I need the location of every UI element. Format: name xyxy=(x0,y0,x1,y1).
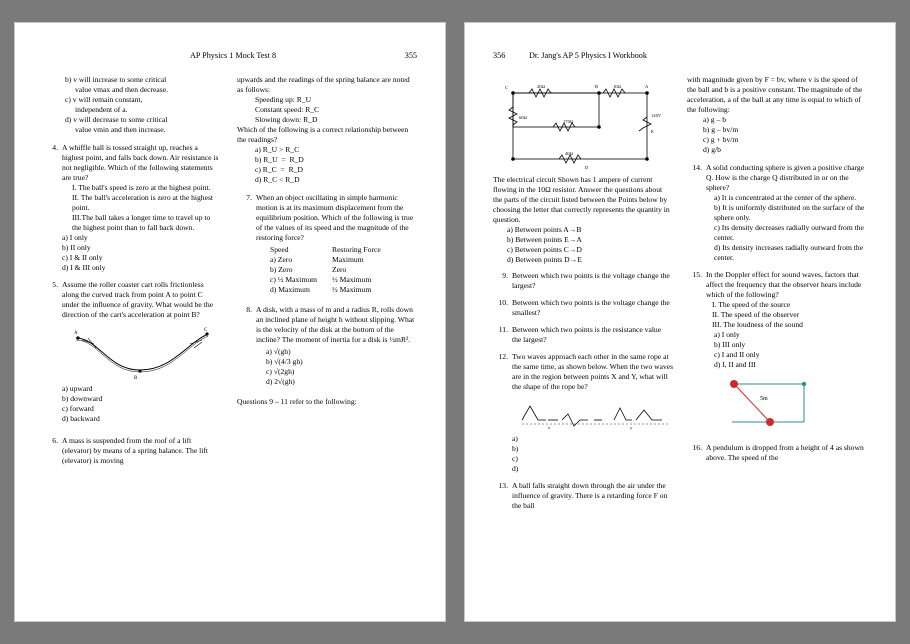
answer-option: c) R_C = R_D xyxy=(255,165,303,175)
left-column-2 xyxy=(237,75,415,473)
table-cell: b) Zero xyxy=(270,265,293,275)
reading-line: Constant speed: R_C xyxy=(255,105,320,115)
left-page-header xyxy=(43,51,423,65)
answer-option: d) R_C < R_D xyxy=(255,175,300,185)
question-stem: Two waves approach each other in the same rope at the same time, as shown below. When the two waves are in the region between points X and Y, what will the shape of the rope be? xyxy=(512,352,674,392)
answer-option: d) I & III only xyxy=(62,263,106,273)
question-4 xyxy=(43,143,221,273)
svg-text:60Ω: 60Ω xyxy=(519,115,528,120)
question-stem: A whiffle ball is tossed straight up, reaches a highest point, and falls back down. Air resistance is not negligible. Which of the following statements are true? xyxy=(62,143,219,183)
question-number: 11. xyxy=(498,325,508,335)
svg-text:40Ω: 40Ω xyxy=(565,151,574,156)
question-number: 4. xyxy=(52,143,58,153)
svg-text:y: y xyxy=(630,425,633,431)
question-stem: A mass is suspended from the roof of a lift (elevator) by means of a spring balance. The lift (elevator) is moving xyxy=(62,436,208,466)
answer-option: b) III only xyxy=(714,340,746,350)
right-column-2 xyxy=(687,75,865,518)
question-number: 14. xyxy=(692,163,702,173)
question-number: 7. xyxy=(246,193,252,203)
question-stem: Between which two points is the resistance value the largest? xyxy=(512,325,662,345)
carryover-option-line: value vmin and then increase. xyxy=(75,125,166,135)
left-columns xyxy=(43,75,423,473)
reading-line: Slowing down: R_D xyxy=(255,115,318,125)
answer-option-c: c) xyxy=(512,454,518,464)
question-statement: III. The loudness of the sound xyxy=(712,320,803,330)
svg-text:B: B xyxy=(595,84,599,89)
answer-option: c) I and II only xyxy=(714,350,760,360)
question-stem: In the Doppler effect for sound waves, factors that affect the frequency that the observer hears include which of the following? xyxy=(706,270,862,300)
svg-text:20Ω: 20Ω xyxy=(537,84,546,89)
figure-label-distance: 5m xyxy=(760,396,768,403)
svg-text:C: C xyxy=(204,328,208,334)
right-page-header xyxy=(493,51,873,65)
answer-option: a) g – b xyxy=(703,115,726,125)
answer-option: c) Its density decreases radially outward from the center. xyxy=(714,223,866,243)
question-number: 5. xyxy=(52,280,58,290)
question-statement: III.The ball takes a longer time to travel up to the highest point than to fall back down. xyxy=(72,213,211,233)
question-10 xyxy=(493,298,671,318)
question-statement: I. The speed of the source xyxy=(712,300,791,310)
pendulum-figure xyxy=(712,374,865,432)
answer-option: d) Between points D→E xyxy=(507,255,582,265)
table-cell: d) Maximum xyxy=(270,285,310,295)
table-cell: c) ½ Maximum xyxy=(270,275,318,285)
question-stem: Between which two points is the voltage change the smallest? xyxy=(512,298,670,318)
question-stem: A ball falls straight down through the air under the influence of gravity. There is a retarding force F on the ball xyxy=(512,481,668,511)
svg-text:E: E xyxy=(651,129,654,134)
table-cell: Zero xyxy=(332,265,347,275)
question-7 xyxy=(237,193,415,295)
question-8 xyxy=(237,305,415,387)
answer-option: b) It is uniformly distributed on the surface of the sphere only. xyxy=(714,203,867,223)
question-11 xyxy=(493,325,671,345)
answer-option: a) R_U > R_C xyxy=(255,145,300,155)
table-cell: ½ Maximum xyxy=(332,275,372,285)
roller-coaster-figure xyxy=(68,324,221,380)
answer-option: a) √(gh) xyxy=(266,347,291,357)
answer-option: b) g – bv/m xyxy=(703,125,739,135)
question-5 xyxy=(43,280,221,424)
svg-text:120V: 120V xyxy=(651,113,662,118)
question-number: 15. xyxy=(692,270,702,280)
question-stem: When an object oscillating in simple harmonic motion is at its maximum displacement from the equilibrium position. Which of the following is true of the values of its speed and the magnitude of the restoring force? xyxy=(256,193,414,243)
question-12 xyxy=(493,352,674,474)
question-16 xyxy=(687,443,865,463)
answer-option: a) Between points A→B xyxy=(507,225,582,235)
table-cell: a) Zero xyxy=(270,255,293,265)
question-9 xyxy=(493,271,671,291)
answer-option: b) √(4/3 gh) xyxy=(266,357,303,367)
reading-line: Speeding up: R_U xyxy=(255,95,312,105)
svg-text:10Ω: 10Ω xyxy=(613,84,622,89)
table-cell: ½ Maximum xyxy=(332,285,372,295)
carryover-paragraph: upwards and the readings of the spring balance are noted as follows: xyxy=(237,75,410,95)
answer-option: b) Between points E→A xyxy=(507,235,582,245)
question-number: 8. xyxy=(246,305,252,315)
wave-figure xyxy=(518,396,674,430)
carryover-option-line: independent of a. xyxy=(75,105,128,115)
answer-option: d) g/b xyxy=(703,145,721,155)
question-stem: A disk, with a mass of m and a radius R, rolls down an inclined plane of height h without slipping. What is the velocity of the disk at the bottom of the incline? The moment of inertia for a disk is ½mR². xyxy=(256,305,415,345)
answer-option: c) g + bv/m xyxy=(703,135,739,145)
right-columns xyxy=(493,75,873,518)
question-statement: II. The ball's acceleration is zero at the highest point. xyxy=(72,193,214,213)
question-6 xyxy=(43,436,221,466)
circuit-diagram xyxy=(499,79,671,171)
answer-option-d: d) xyxy=(512,464,519,474)
table-cell: Maximum xyxy=(332,255,364,265)
question-number: 13. xyxy=(498,481,508,491)
question-15 xyxy=(687,270,865,436)
left-page xyxy=(14,22,446,622)
svg-text:C: C xyxy=(505,85,509,90)
svg-text:A: A xyxy=(645,84,649,89)
answer-option: a) It is concentrated at the center of the sphere. xyxy=(714,193,857,203)
reading-question: Which of the following is a correct relationship between the readings? xyxy=(237,125,409,145)
answer-option: a) upward xyxy=(62,384,93,394)
answer-option: b) R_U = R_D xyxy=(255,155,304,165)
answer-option: b) II only xyxy=(62,243,91,253)
left-column-1 xyxy=(43,75,221,473)
question-14 xyxy=(687,163,865,263)
carryover-option-line: c) v will remain constant, xyxy=(65,95,143,105)
question-number: 10. xyxy=(498,298,508,308)
carryover-options xyxy=(43,75,221,135)
answer-option: d) Its density increases radially outward from the center. xyxy=(714,243,865,263)
svg-text:170Ω: 170Ω xyxy=(563,119,574,124)
circuit-paragraph: The electrical circuit Shown has 1 ampere of current flowing in the 10Ω resistor. Answer the questions about the parts of the circuit listed between the Points below by choosing the letter that correctly represents the quantity in question. xyxy=(493,175,670,225)
table-header-speed: Speed xyxy=(270,245,289,255)
right-column-1 xyxy=(493,75,674,518)
question-stem: A pendulum is dropped from a height of 4 as shown above. The speed of the xyxy=(706,443,864,463)
carryover-option-line: d) v will decrease to some critical xyxy=(65,115,168,125)
carryover-paragraph: with magnitude given by F = bv, where v is the speed of the ball and b is a positive constant. The magnitude of the acceleration, a of the ball at any time is equal to which of the following: xyxy=(687,75,863,115)
question-13 xyxy=(493,481,671,511)
answer-option: b) downward xyxy=(62,394,103,404)
answer-option: d) backward xyxy=(62,414,100,424)
answer-option: a) I only xyxy=(62,233,88,243)
svg-text:D: D xyxy=(585,165,589,170)
answer-option: a) I only xyxy=(714,330,740,340)
question-statement: II. The speed of the observer xyxy=(712,310,800,320)
carryover-option-line: value vmax and then decrease. xyxy=(75,85,168,95)
answer-option: c) √(2gh) xyxy=(266,367,295,377)
answer-option: c) I & II only xyxy=(62,253,103,263)
right-page-content xyxy=(493,51,873,601)
question-number: 9. xyxy=(502,271,508,281)
answer-option: c) Between points C→D xyxy=(507,245,582,255)
carryover-option-line: b) v will increase to some critical xyxy=(65,75,167,84)
right-page xyxy=(464,22,896,622)
left-page-number: 355 xyxy=(404,51,417,60)
right-header-title: Dr. Jang's AP 5 Physics I Workbook xyxy=(529,51,647,60)
svg-text:B: B xyxy=(134,376,138,381)
question-statement: I. The ball's speed is zero at the highest point. xyxy=(72,183,211,193)
answer-option: d) I, II and III xyxy=(714,360,756,370)
questions-reference-note: Questions 9 – 11 refer to the following: xyxy=(237,397,357,407)
left-page-content xyxy=(43,51,423,601)
question-stem: Assume the roller coaster cart rolls frictionless along the curved track from point A to point C under the influence of gravity. What would be the direction of the cart's acceleration at point B? xyxy=(62,280,213,320)
answer-option: c) forward xyxy=(62,404,94,414)
question-stem: Between which two points is the voltage change the largest? xyxy=(512,271,670,291)
table-header-force: Restoring Force xyxy=(332,245,381,255)
answer-option: d) 2√(gh) xyxy=(266,377,295,387)
right-page-number: 356 xyxy=(493,51,506,60)
question-number: 6. xyxy=(52,436,58,446)
svg-text:A: A xyxy=(74,331,78,337)
left-header-title: AP Physics 1 Mock Test 8 xyxy=(189,51,277,60)
question-number: 16. xyxy=(692,443,702,453)
question-number: 12. xyxy=(498,352,508,362)
svg-text:x: x xyxy=(548,425,551,431)
answer-option-a: a) xyxy=(512,434,518,444)
answer-option-b: b) xyxy=(512,444,519,454)
question-stem: A solid conducting sphere is given a positive charge Q. How is the charge Q distributed in or on the sphere? xyxy=(706,163,865,193)
